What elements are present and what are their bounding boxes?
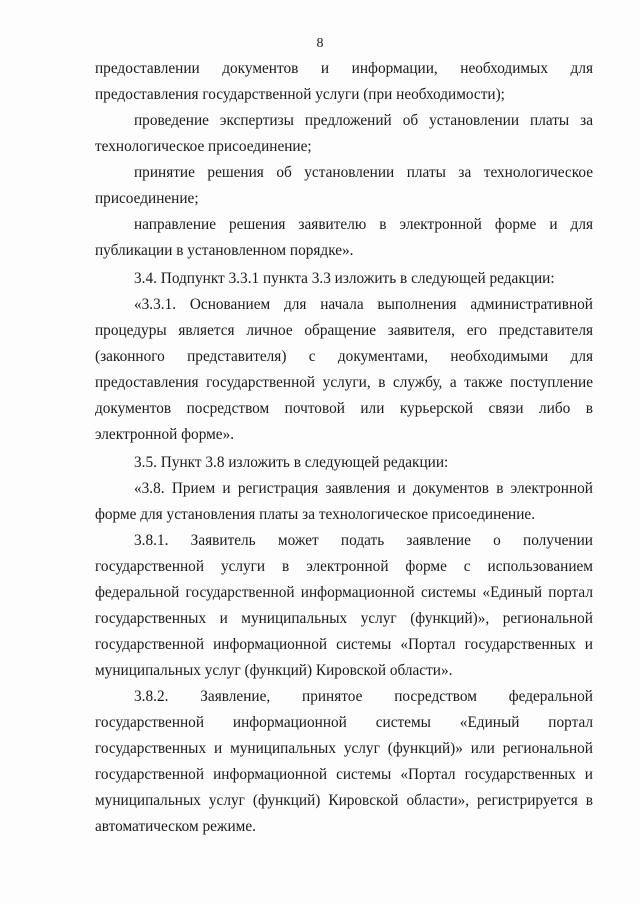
paragraph-continuation: предоставлении документов и информации, необходимых для предоставления государственной услуги (при необходимости); <box>95 60 593 103</box>
page-number: 8 <box>316 36 324 51</box>
paragraph-decision: принятие решения об установлении платы за технологическое присоединение; <box>95 164 593 207</box>
paragraph-sending-decision: направление решения заявителю в электронной форме и для публикации в установленном порядке». <box>95 216 593 259</box>
paragraph-3-8-1: 3.8.1. Заявитель может подать заявление о получении государственной услуги в электронной форме с использованием федеральной государственной информационной системы «Единый портал государственных и муниципальных услуг (функций)», региональной государственной информационной системы «Портал государственных и муниципальных услуг (функций) Кировской области». <box>95 532 593 679</box>
paragraph-3-8: «3.8. Прием и регистрация заявления и документов в электронной форме для установления платы за технологическое присоединение. <box>95 480 593 523</box>
paragraph-3-8-2: 3.8.2. Заявление, принятое посредством федеральной государственной информационной системы «Единый портал государственных и муниципальных услуг (функций)» или региональной государственной информационной системы «Портал государственных и муниципальных услуг (функций) Кировской области», регистрируется в автоматическом режиме. <box>95 688 593 835</box>
document-body <box>95 56 593 840</box>
paragraph-item-3-5: 3.5. Пункт 3.8 изложить в следующей редакции: <box>134 454 449 471</box>
paragraph-3-3-1: «3.3.1. Основанием для начала выполнения административной процедуры является личное обращение заявителя, его представителя (законного представителя) с документами, необходимыми для предоставления государственной услуги, в службу, а также поступление документов посредством почтовой или курьерской связи либо в электронной форме». <box>95 296 593 443</box>
paragraph-item-3-4: 3.4. Подпункт 3.3.1 пункта 3.3 изложить в следующей редакции: <box>134 270 555 287</box>
paragraph-expert-review: проведение экспертизы предложений об установлении платы за технологическое присоединение; <box>95 112 593 155</box>
